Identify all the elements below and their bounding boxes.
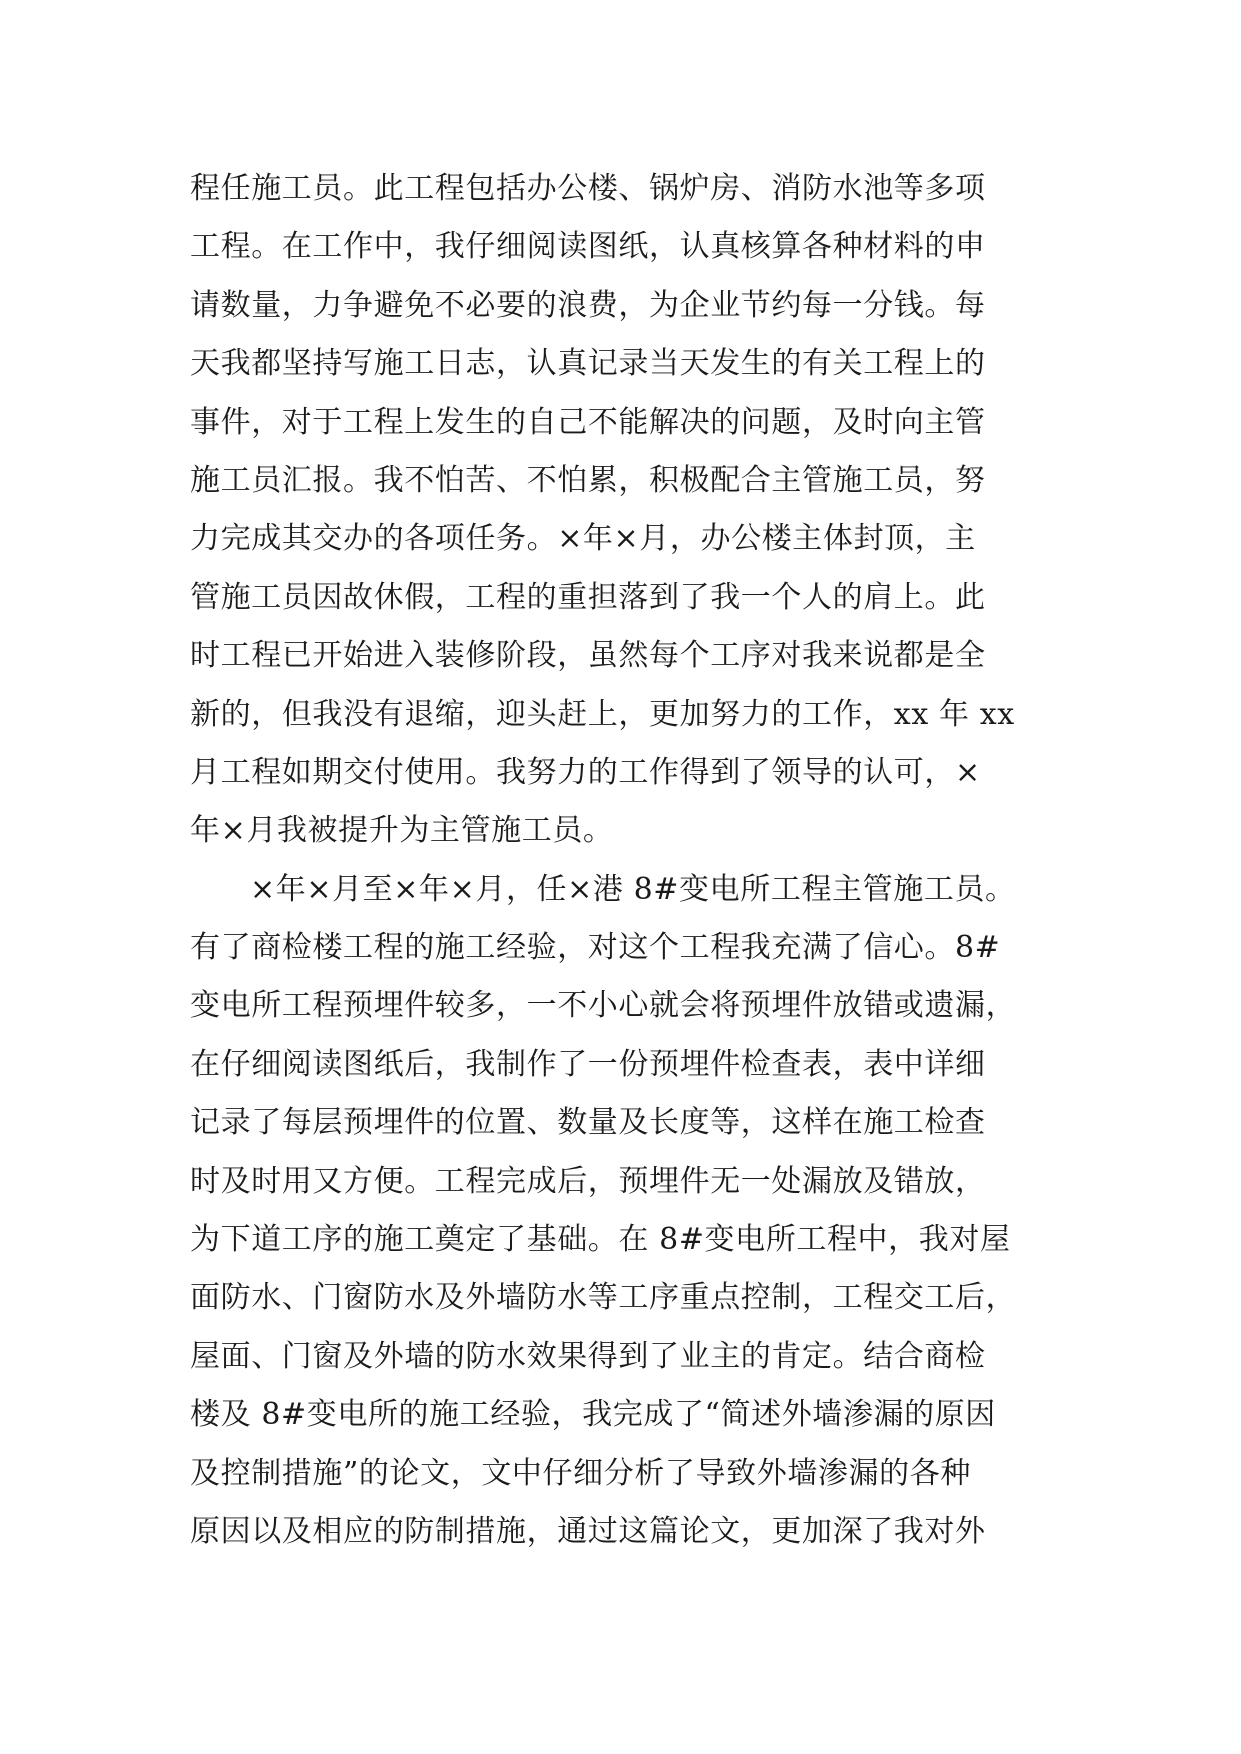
text-line: 变电所工程预埋件较多，一不小心就会将预埋件放错或遗漏， bbox=[190, 988, 1017, 1024]
text-line: 楼及 8#变电所的施工经验，我完成了“简述外墙渗漏的原因 bbox=[190, 1397, 996, 1433]
text-line: 屋面、门窗及外墙的防水效果得到了业主的肯定。结合商检 bbox=[190, 1338, 986, 1374]
text-line: 工程。在工作中，我仔细阅读图纸，认真核算各种材料的申 bbox=[190, 229, 986, 265]
text-line: 原因以及相应的防制措施，通过这篇论文，更加深了我对外 bbox=[190, 1513, 986, 1549]
text-line: 月工程如期交付使用。我努力的工作得到了领导的认可，× bbox=[190, 754, 981, 790]
text-line: 及控制措施”的论文，文中仔细分析了导致外墙渗漏的各种 bbox=[190, 1455, 971, 1491]
paragraph-2 bbox=[190, 861, 1060, 1562]
body-text bbox=[190, 160, 1060, 1561]
paragraph-1 bbox=[190, 160, 1060, 861]
text-line: 天我都坚持写施工日志，认真记录当天发生的有关工程上的 bbox=[190, 346, 986, 382]
text-line: 记录了每层预埋件的位置、数量及长度等，这样在施工检查 bbox=[190, 1105, 986, 1141]
text-line: 在仔细阅读图纸后，我制作了一份预埋件检查表，表中详细 bbox=[190, 1046, 986, 1082]
text-line: 程任施工员。此工程包括办公楼、锅炉房、消防水池等多项 bbox=[190, 171, 986, 206]
text-line: 时工程已开始进入装修阶段，虽然每个工序对我来说都是全 bbox=[190, 638, 986, 674]
text-line: 事件，对于工程上发生的自己不能解决的问题，及时向主管 bbox=[190, 404, 986, 440]
text-line: 面防水、门窗防水及外墙防水等工序重点控制，工程交工后， bbox=[190, 1280, 1017, 1316]
text-line: 请数量，力争避免不必要的浪费，为企业节约每一分钱。每 bbox=[190, 287, 986, 323]
text-line: 年×月我被提升为主管施工员。 bbox=[190, 813, 614, 849]
text-line: 新的，但我没有退缩，迎头赶上，更加努力的工作，xx 年 xx bbox=[190, 696, 1015, 732]
text-line: 有了商检楼工程的施工经验，对这个工程我充满了信心。8# bbox=[190, 930, 1001, 966]
text-line: 施工员汇报。我不怕苦、不怕累，积极配合主管施工员，努 bbox=[190, 462, 986, 498]
text-line: 时及时用又方便。工程完成后，预埋件无一处漏放及错放， bbox=[190, 1163, 986, 1199]
text-line: ×年×月至×年×月，任×港 8#变电所工程主管施工员。 bbox=[250, 871, 1016, 907]
text-line: 管施工员因故休假，工程的重担落到了我一个人的肩上。此 bbox=[190, 579, 986, 615]
text-line: 力完成其交办的各项任务。×年×月，办公楼主体封顶，主 bbox=[190, 521, 976, 557]
text-line: 为下道工序的施工奠定了基础。在 8#变电所工程中，我对屋 bbox=[190, 1222, 1011, 1258]
